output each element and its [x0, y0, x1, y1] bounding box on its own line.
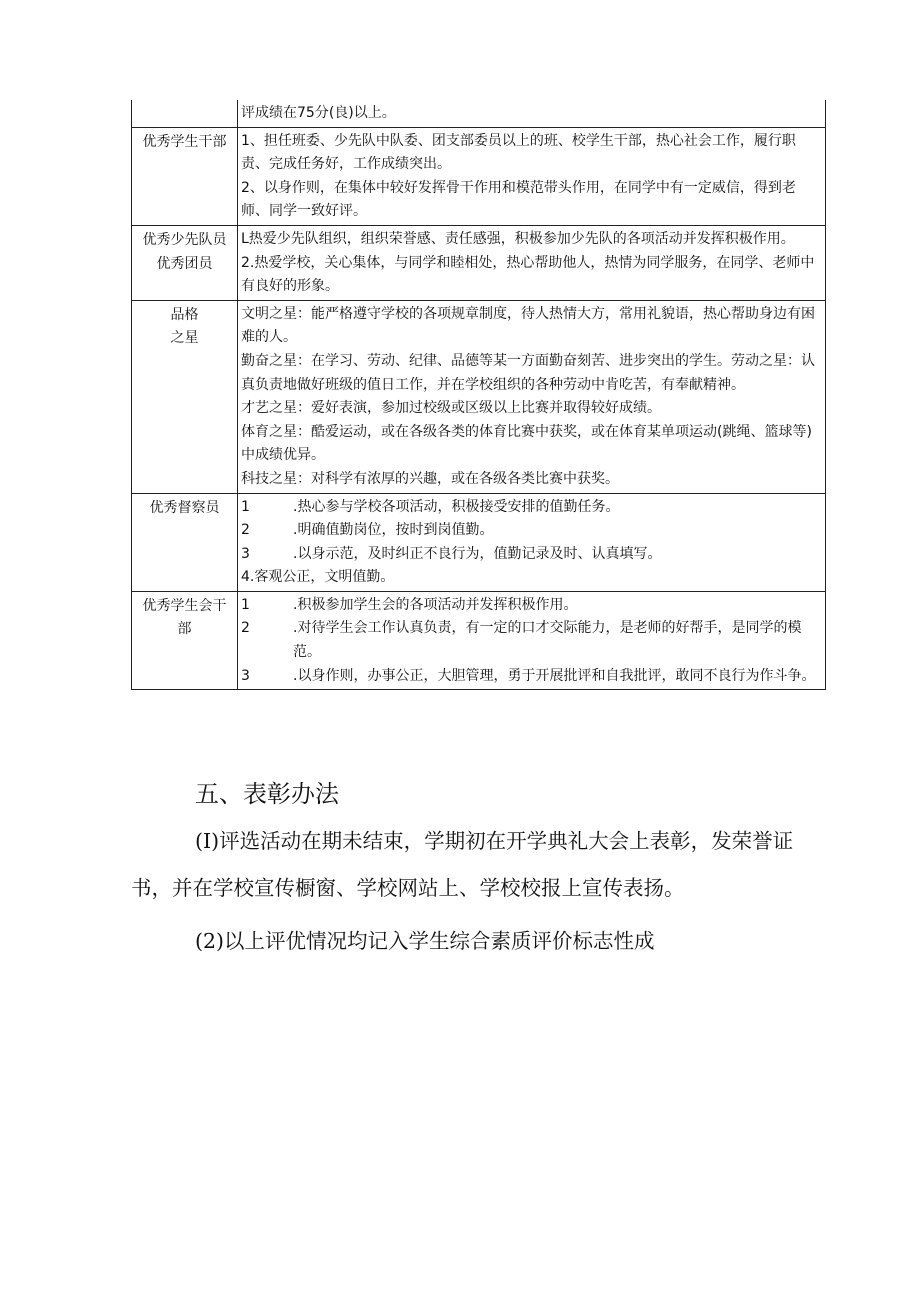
item-number: 3 — [241, 667, 250, 684]
category-label: 优秀学生会干 — [142, 597, 227, 614]
criteria-line: 文明之星：能严格遵守学校的各项规章制度，待人热情大方，常用礼貌语，热心帮助身边有困难的人。 — [241, 305, 815, 346]
criteria-line: 评成绩在75分(良)以上。 — [241, 105, 396, 121]
body-paragraph: (2)以上评优情况均记入学生综合素质评价标志性成 — [195, 929, 655, 953]
table-row — [132, 225, 826, 300]
item-text: .以身示范，及时纠正不良行为，值勤记录及时、认真填写。 — [293, 545, 662, 562]
item-number: 2 — [241, 522, 250, 539]
category-cell — [132, 127, 238, 225]
section-heading: 五、表彰办法 — [195, 780, 339, 808]
numbered-item — [241, 617, 823, 664]
item-text: .明确值勤岗位，按时到岗值勤。 — [293, 522, 494, 539]
item-number: 1 — [241, 498, 250, 515]
criteria-line: 科技之星：对科学有浓厚的兴趣，或在各级各类比赛中获奖。 — [241, 470, 619, 487]
category-label: 优秀少先队员 — [142, 231, 227, 248]
table-row — [132, 100, 826, 127]
category-cell — [132, 100, 238, 127]
criteria-line: 4.客观公正，文明值勤。 — [241, 569, 395, 586]
item-text: .对待学生会工作认真负责，有一定的口才交际能力，是老师的好帮手，是同学的模范。 — [293, 620, 802, 661]
numbered-item — [241, 519, 823, 543]
category-label: 品格 — [170, 306, 199, 323]
category-cell — [132, 300, 238, 493]
category-label: 优秀学生干部 — [142, 133, 227, 150]
criteria-line: 勤奋之星：在学习、劳动、纪律、品德等某一方面勤奋刻苦、进步突出的学生。劳动之星：认真负责地做好班级的值日工作，并在学校组织的各种劳动中肯吃苦，有奉献精神。 — [241, 352, 815, 393]
category-cell — [132, 225, 238, 300]
item-text: .热心参与学校各项活动，积极接受安排的值勤任务。 — [293, 498, 620, 515]
criteria-line: 2、以身作则，在集体中较好发挥骨干作用和模范带头作用，在同学中有一定威信，得到老师、同学一致好评。 — [241, 179, 796, 220]
category-cell — [132, 591, 238, 689]
body-paragraph: (I)评选活动在期未结束，学期初在开学典礼大会上表彰，发荣誉证书，并在学校宣传橱窗、学校网站上、学校校报上宣传表扬。 — [131, 829, 794, 900]
table-row — [132, 493, 826, 591]
item-number: 2 — [241, 620, 250, 637]
description-cell — [238, 493, 826, 591]
description-cell — [238, 591, 826, 689]
item-text: .以身作则，办事公正，大胆管理，勇于开展批评和自我批评，敢同不良行为作斗争。 — [293, 667, 816, 684]
numbered-item — [241, 496, 823, 520]
numbered-item — [241, 543, 823, 567]
description-cell — [238, 127, 826, 225]
item-text: .积极参加学生会的各项活动并发挥积极作用。 — [293, 596, 578, 613]
category-label: 优秀督察员 — [149, 499, 220, 516]
criteria-line: 1、担任班委、少先队中队委、团支部委员以上的班、校学生干部，热心社会工作，履行职责、完成任务好，工作成绩突出。 — [241, 132, 796, 173]
criteria-line: L热爱少先队组织，组织荣誉感、责任感强，积极参加少先队的各项活动并发挥积极作用。 — [241, 230, 795, 247]
numbered-item — [241, 665, 823, 689]
category-label: 之星 — [170, 330, 199, 347]
criteria-line: 才艺之星：爱好表演，参加过校级或区级以上比赛并取得较好成绩。 — [241, 400, 661, 417]
table-row — [132, 127, 826, 225]
description-cell — [238, 225, 826, 300]
criteria-line: 体育之星：酷爱运动，或在各级各类的体育比赛中获奖，或在体育某单项运动(跳绳、篮球等)中成绩优异。 — [241, 423, 812, 464]
criteria-line: 2.热爱学校，关心集体，与同学和睦相处，热心帮助他人，热情为同学服务，在同学、老师中有良好的形象。 — [241, 254, 815, 295]
table-row — [132, 591, 826, 689]
description-cell — [238, 100, 826, 127]
item-number: 3 — [241, 545, 250, 562]
item-number: 1 — [241, 596, 250, 613]
description-cell — [238, 300, 826, 493]
category-cell — [132, 493, 238, 591]
category-label: 部 — [177, 621, 192, 638]
numbered-item — [241, 594, 823, 618]
table-row — [132, 300, 826, 493]
award-criteria-table — [131, 100, 826, 690]
category-label: 优秀团员 — [156, 255, 213, 272]
